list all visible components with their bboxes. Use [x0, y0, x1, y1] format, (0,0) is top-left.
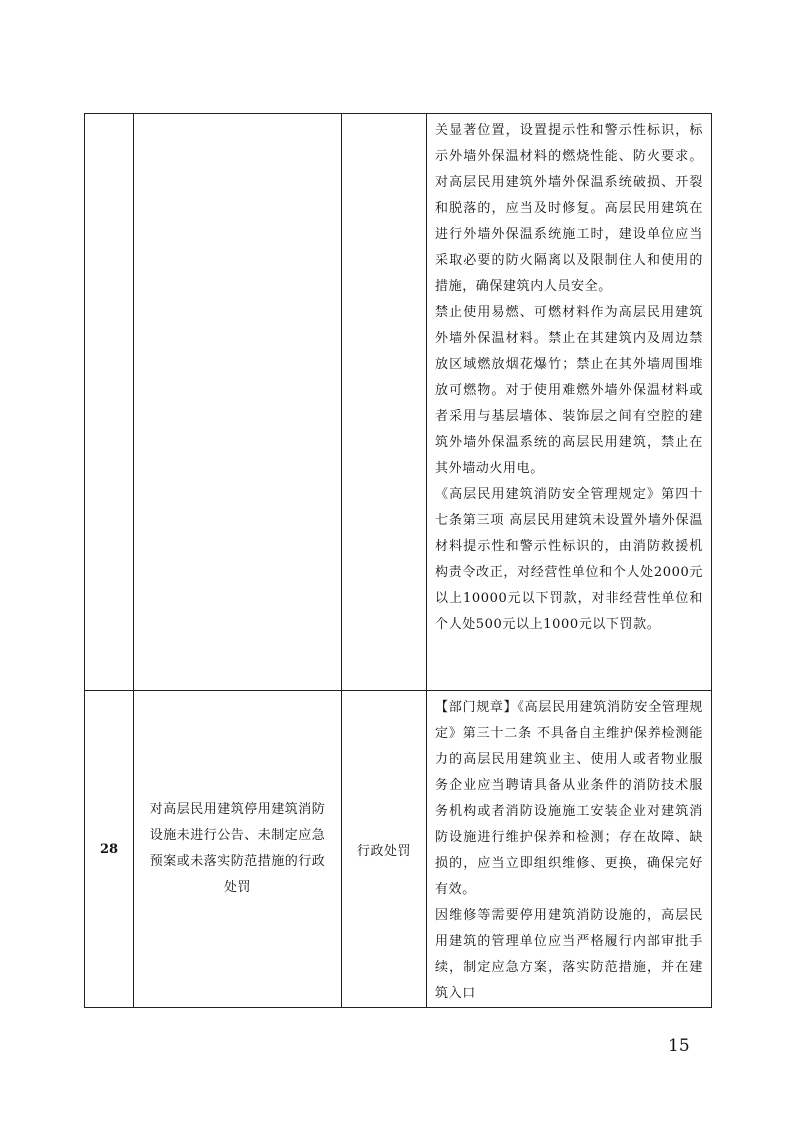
cell-number: [85, 114, 134, 691]
basis-paragraph: 禁止使用易燃、可燃材料作为高层民用建筑外墙外保温材料。禁止在其建筑内及周边禁放区域燃放烟花爆竹；禁止在其外墙周围堆放可燃物。对于使用难燃外墙外保温材料或者采用与基层墙体、装饰层之间有空腔的建筑外墙外保温系统的高层民用建筑，禁止在其外墙动火用电。: [435, 305, 703, 476]
regulation-table: [84, 113, 712, 1008]
page-number: 15: [668, 1036, 690, 1056]
cell-type: 行政处罚: [342, 691, 427, 1008]
item-name: 对高层民用建筑停用建筑消防设施未进行公告、未制定应急预案或未落实防范措施的行政处罚: [149, 802, 326, 895]
basis-paragraph: 【部门规章】《高层民用建筑消防安全管理规定》第三十二条 不具备自主维护保养检测能力的高层民用建筑业主、使用人或者物业服务企业应当聘请具备从业条件的消防技术服务机构或者消防设施施工安装企业对建筑消防设施进行维护保养和检测；存在故障、缺损的，应当立即组织维修、更换，确保完好有效。: [435, 700, 703, 897]
table-row-continued: [85, 114, 712, 691]
cell-item: [134, 691, 342, 1008]
cell-basis: [427, 691, 712, 1008]
basis-paragraph: 关显著位置，设置提示性和警示性标识，标示外墙外保温材料的燃烧性能、防火要求。对高层民用建筑外墙外保温系统破损、开裂和脱落的，应当及时修复。高层民用建筑在进行外墙外保温系统施工时，建设单位应当采取必要的防火隔离以及限制住人和使用的措施，确保建筑内人员安全。: [435, 123, 703, 294]
cell-basis: [427, 114, 712, 691]
cell-item: [134, 114, 342, 691]
cell-number: 28: [85, 691, 134, 1008]
basis-paragraph: 《高层民用建筑消防安全管理规定》第四十七条第三项 高层民用建筑未设置外墙外保温材料提示性和警示性标识的，由消防救援机构责令改正，对经营性单位和个人处2000元以上10000元以下罚款，对非经营性单位和个人处500元以上1000元以下罚款。: [435, 487, 703, 632]
basis-paragraph: 因维修等需要停用建筑消防设施的，高层民用建筑的管理单位应当严格履行内部审批手续，制定应急方案，落实防范措施，并在建筑入口: [435, 908, 703, 1001]
cell-type: [342, 114, 427, 691]
table-row-28: [85, 691, 712, 1008]
